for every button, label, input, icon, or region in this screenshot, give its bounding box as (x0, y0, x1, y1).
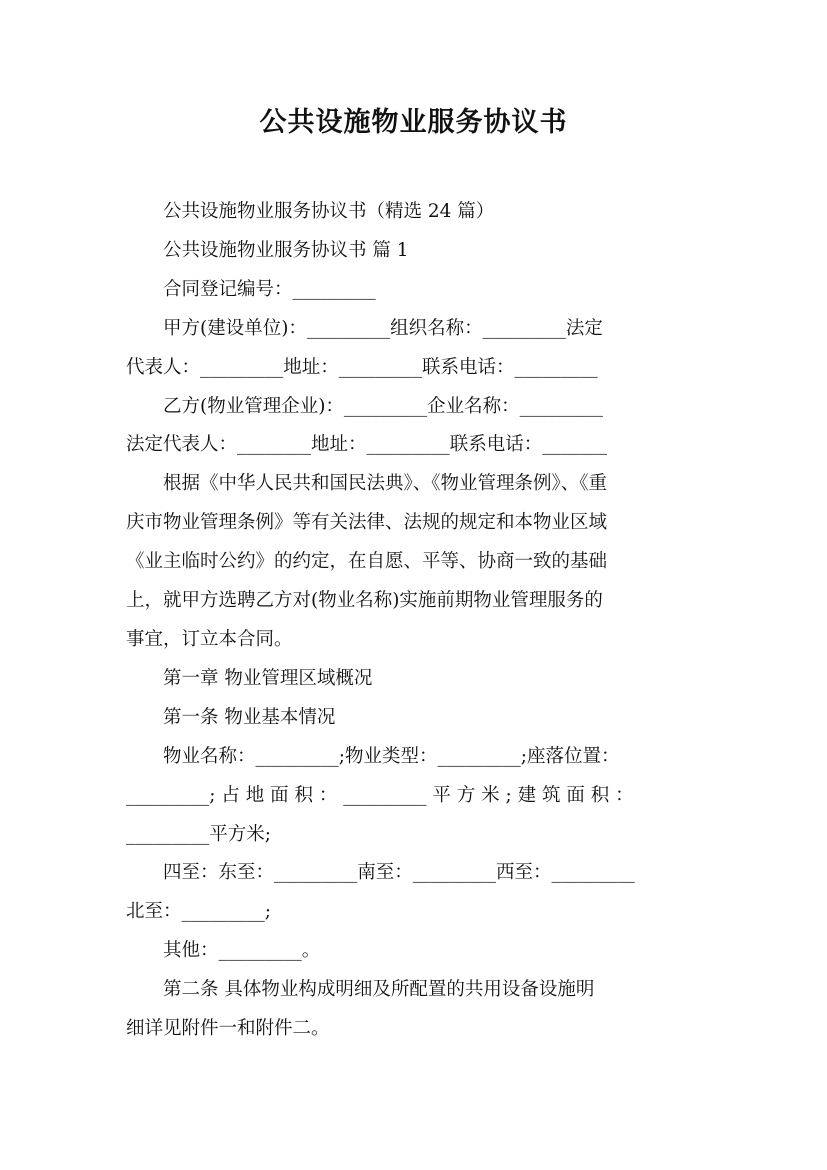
paragraph-property-info (126, 738, 702, 855)
text-line: 物业名称：_________;物业类型：_________;座落位置： (163, 745, 620, 767)
text-line: 法定代表人：________地址：_________联系电话：_______ (126, 434, 608, 456)
document-body (126, 193, 702, 1049)
paragraph-legal-basis (126, 465, 702, 660)
text-line: 合同登记编号：_________ (163, 278, 376, 300)
text-line: 北至：_________; (126, 901, 271, 923)
text-line: 《业主临时公约》的约定，在自愿、平等、协商一致的基础 (126, 551, 608, 573)
text-line: 根据《中华人民共和国民法典》、《物业管理条例》、《重 (163, 473, 608, 495)
text-line: 公共设施物业服务协议书（精选 24 篇） (163, 201, 495, 222)
text-line: 其他：_________。 (163, 940, 321, 962)
document-title: 公共设施物业服务协议书 (259, 107, 568, 138)
paragraph-other (126, 932, 702, 971)
text-line: 乙方(物业管理企业)：_________企业名称：_________ (163, 395, 603, 417)
paragraph-article-one (126, 699, 702, 738)
text-line: 事宜，订立本合同。 (126, 628, 293, 650)
paragraph-contract-number (126, 271, 702, 310)
paragraph-article-two (126, 971, 702, 1049)
paragraph-chapter-one (126, 660, 702, 699)
paragraph-party-b (126, 388, 702, 466)
text-line: _________平方米; (126, 823, 271, 845)
text-line: 甲方(建设单位)：_________组织名称：_________法定 (163, 317, 603, 339)
text-line: 公共设施物业服务协议书 篇 1 (163, 239, 409, 261)
text-line: 第一章 物业管理区域概况 (163, 667, 373, 689)
text-line: 庆市物业管理条例》等有关法律、法规的规定和本物业区域 (126, 512, 608, 534)
paragraph-party-a (126, 310, 702, 388)
text-line: 四至：东至：_________南至：_________西至：_________ (163, 862, 635, 884)
text-line: 代表人：_________地址：_________联系电话：_________ (126, 356, 598, 378)
text-line: 第二条 具体物业构成明细及所配置的共用设备设施明 (163, 979, 595, 1001)
text-line: 细详见附件一和附件二。 (126, 1018, 330, 1040)
paragraph-boundaries (126, 854, 702, 932)
text-line: 第一条 物业基本情况 (163, 706, 336, 728)
text-line: 上，就甲方选聘乙方对(物业名称)实施前期物业管理服务的 (126, 590, 603, 612)
paragraph-heading-selection (126, 193, 702, 232)
paragraph-section-title (126, 232, 702, 271)
text-line: _________; 占 地 面 积 ： _________ 平 方 米 ; 建 筑 面 积 ： (126, 784, 634, 806)
